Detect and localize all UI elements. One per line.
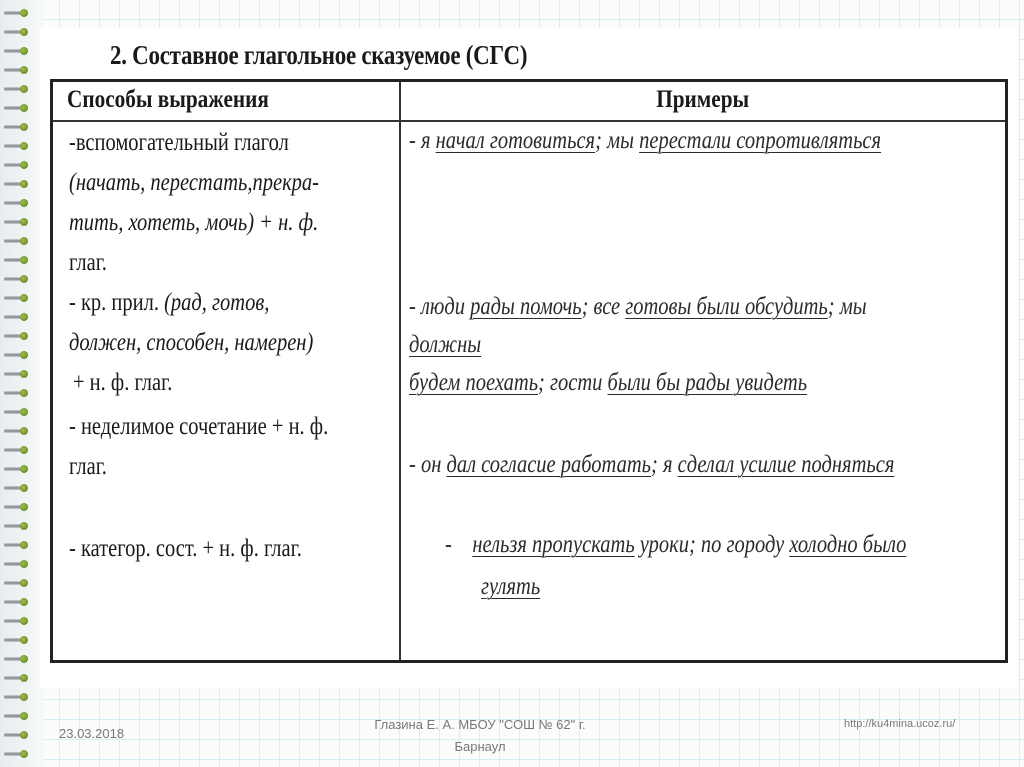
slide-content <box>40 28 1018 688</box>
binding-ring <box>4 122 34 132</box>
binding-ring <box>4 255 34 265</box>
table-header-row <box>52 81 1007 122</box>
bullet: - <box>445 531 452 558</box>
example-line: должны <box>409 331 482 358</box>
binding-ring <box>4 388 34 398</box>
footer-author: Глазина Е. А. МБОУ "СОШ № 62" г. Барнаул <box>374 717 586 754</box>
binding-ring <box>4 692 34 702</box>
footer-url: http://ku4mina.ucoz.ru/ <box>844 718 956 730</box>
binding-ring <box>4 597 34 607</box>
binding-ring <box>4 274 34 284</box>
binding-ring <box>4 331 34 341</box>
column-header-methods: Способы выражения <box>52 81 401 122</box>
footer-date: 23.03.2018 <box>59 726 125 741</box>
binding-ring <box>4 426 34 436</box>
examples-cell <box>400 121 1007 662</box>
method-line: должен, способен, намерен) <box>69 329 314 356</box>
binding-ring <box>4 521 34 531</box>
table-row <box>52 121 1007 662</box>
binding-ring <box>4 502 34 512</box>
binding-ring <box>4 616 34 626</box>
binding-ring <box>4 749 34 759</box>
method-line: тить, хотеть, мочь) + н. ф. <box>69 209 319 236</box>
binding-ring <box>4 217 34 227</box>
methods-cell <box>52 121 401 662</box>
example-line: гулять <box>481 573 541 600</box>
binding-ring <box>4 84 34 94</box>
binding-ring <box>4 312 34 322</box>
binding-ring <box>4 559 34 569</box>
method-line: - кр. прил. (рад, готов, <box>69 289 270 316</box>
binding-ring <box>4 654 34 664</box>
binding-ring <box>4 445 34 455</box>
example-line: - нельзя пропускать уроки; по городу холодно было <box>445 531 907 558</box>
binding-ring <box>4 293 34 303</box>
binding-ring <box>4 103 34 113</box>
binding-ring <box>4 46 34 56</box>
method-line: глаг. <box>69 453 107 480</box>
example-line: - он дал согласие работать; я сделал усилие подняться <box>409 451 895 478</box>
comparison-table <box>50 79 1008 663</box>
binding-ring <box>4 350 34 360</box>
binding-ring <box>4 578 34 588</box>
binding-ring <box>4 236 34 246</box>
column-header-examples: Примеры <box>400 81 1007 122</box>
binding-ring <box>4 141 34 151</box>
method-line: - неделимое сочетание + н. ф. <box>69 413 329 440</box>
binding-ring <box>4 540 34 550</box>
binding-ring <box>4 730 34 740</box>
binding-ring <box>4 407 34 417</box>
binding-ring <box>4 711 34 721</box>
example-line: - я начал готовиться; мы перестали сопротивляться <box>409 127 882 154</box>
binding-ring <box>4 369 34 379</box>
spiral-binding <box>0 0 44 767</box>
example-line: будем поехать; гости были бы рады увидеть <box>409 369 808 396</box>
binding-ring <box>4 8 34 18</box>
method-line: + н. ф. глаг. <box>73 369 173 396</box>
binding-ring <box>4 160 34 170</box>
binding-ring <box>4 464 34 474</box>
binding-ring <box>4 27 34 37</box>
method-line: - категор. сост. + н. ф. глаг. <box>69 535 302 562</box>
method-line: -вспомогательный глагол <box>69 129 289 156</box>
binding-ring <box>4 483 34 493</box>
binding-ring <box>4 673 34 683</box>
binding-ring <box>4 65 34 75</box>
slide-title: 2. Составное глагольное сказуемое (СГС) <box>110 40 528 70</box>
binding-ring <box>4 635 34 645</box>
binding-ring <box>4 179 34 189</box>
example-line: - люди рады помочь; все готовы были обсудить; мы <box>409 293 867 320</box>
method-line: (начать, перестать,прекра- <box>69 169 319 196</box>
binding-ring <box>4 198 34 208</box>
method-line: глаг. <box>69 249 107 276</box>
